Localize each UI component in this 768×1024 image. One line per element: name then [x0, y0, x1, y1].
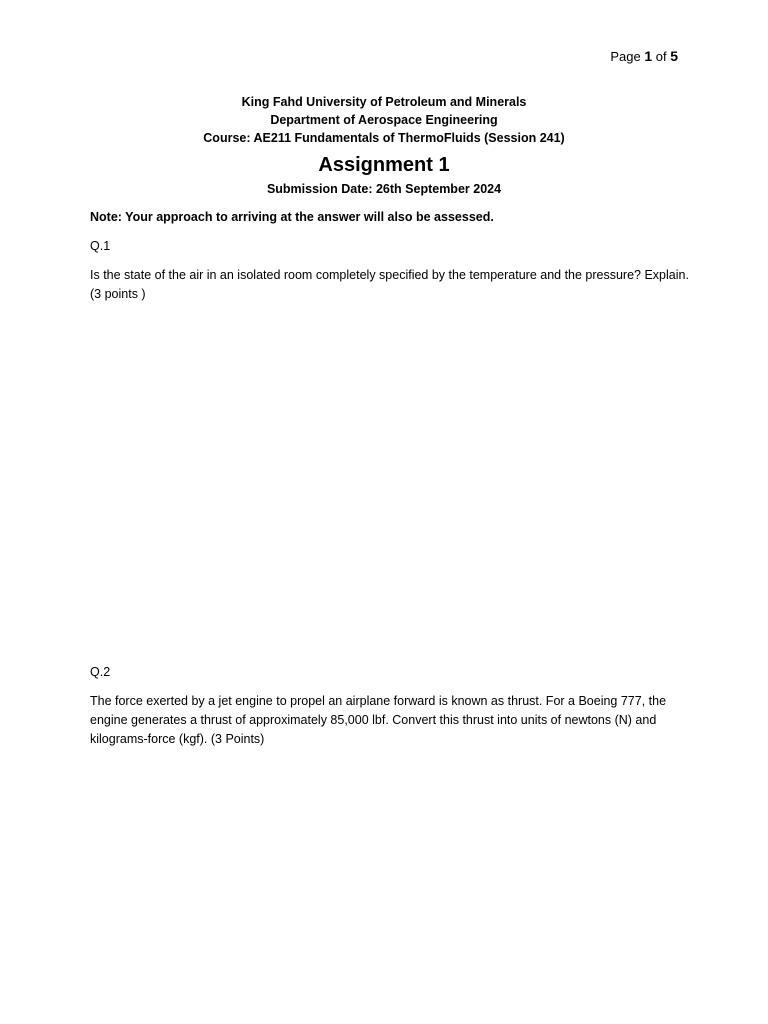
document-header — [0, 93, 768, 147]
page-indicator-separator: of — [655, 49, 667, 64]
page-indicator-total: 5 — [670, 48, 678, 64]
question-2-text: The force exerted by a jet engine to propel an airplane forward is known as thrust. For a Boeing 777, the engine generates a thrust of approximately 85,000 lbf. Convert this thrust into units of newtons (N) and kilograms-force (kgf). (3 Points) — [90, 694, 667, 746]
assessment-note: Note: Your approach to arriving at the answer will also be assessed. — [90, 210, 494, 224]
question-1-text: Is the state of the air in an isolated room completely specified by the temperature and the pressure? Explain. (3 points ) — [90, 268, 689, 301]
department-name: Department of Aerospace Engineering — [270, 113, 498, 127]
page-indicator-prefix: Page — [610, 49, 641, 64]
page-indicator — [610, 47, 678, 66]
assignment-title: Assignment 1 — [318, 154, 450, 176]
university-name: King Fahd University of Petroleum and Minerals — [241, 95, 527, 109]
submission-date: Submission Date: 26th September 2024 — [266, 182, 502, 196]
question-1-label: Q.1 — [90, 239, 111, 253]
course-name: Course: AE211 Fundamentals of ThermoFluids (Session 241) — [203, 131, 565, 145]
question-2-label: Q.2 — [90, 665, 111, 679]
page-indicator-current: 1 — [644, 48, 653, 64]
